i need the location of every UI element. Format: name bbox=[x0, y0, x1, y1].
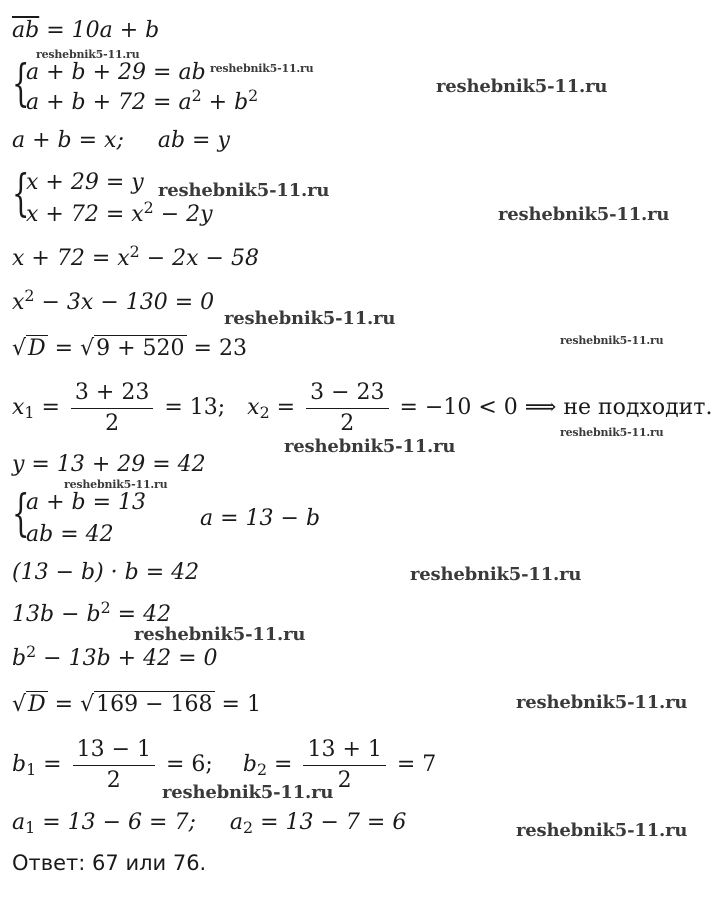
equation-line-8: (13 − b) · b = 42 bbox=[12, 560, 200, 585]
a2-symbol: a bbox=[229, 810, 243, 835]
fraction-b1 bbox=[73, 735, 155, 796]
subscript: 1 bbox=[25, 818, 36, 838]
result: = 1 bbox=[214, 692, 261, 717]
rejection-text: не подходит. bbox=[563, 395, 713, 420]
term: − 2y bbox=[153, 202, 213, 227]
exponent: 2 bbox=[100, 598, 111, 618]
watermark: reshebnik5-11.ru bbox=[224, 308, 396, 329]
watermark: reshebnik5-11.ru bbox=[210, 62, 314, 75]
exponent: 2 bbox=[143, 198, 154, 218]
x2-symbol: x bbox=[247, 395, 260, 420]
result: = 23 bbox=[186, 336, 247, 361]
equals: = bbox=[47, 692, 81, 717]
subscript: 2 bbox=[259, 403, 270, 423]
watermark: reshebnik5-11.ru bbox=[560, 334, 664, 347]
sqrt-value: √9 + 520 bbox=[80, 336, 185, 361]
fraction-x1 bbox=[71, 378, 153, 439]
watermark: reshebnik5-11.ru bbox=[410, 564, 582, 585]
system-1-row-1: a + b + 29 = ab bbox=[26, 60, 206, 85]
result: = 13 − 7 = 6 bbox=[253, 810, 407, 835]
equals: = bbox=[47, 336, 81, 361]
watermark: reshebnik5-11.ru bbox=[516, 820, 688, 841]
numerator: 3 − 23 bbox=[306, 378, 388, 409]
system-3-row-2: ab = 42 bbox=[26, 522, 114, 547]
sqrt-value: √169 − 168 bbox=[80, 692, 213, 717]
watermark: reshebnik5-11.ru bbox=[134, 624, 306, 645]
answer-line: Ответ: 67 или 76. bbox=[12, 851, 207, 875]
equals: = bbox=[36, 752, 69, 777]
denominator: 2 bbox=[337, 767, 352, 793]
system-1-row-2 bbox=[26, 86, 259, 117]
term: b bbox=[12, 646, 27, 671]
equals: = bbox=[269, 395, 303, 420]
term: x + 72 = x bbox=[12, 246, 130, 271]
watermark: reshebnik5-11.ru bbox=[560, 426, 664, 439]
expansion: = 10a + b bbox=[39, 18, 160, 43]
term: x + 72 = x bbox=[26, 202, 144, 227]
discriminant-line-1 bbox=[12, 336, 247, 362]
b1-symbol: b bbox=[12, 752, 27, 777]
denominator: 2 bbox=[106, 767, 121, 793]
x1-symbol: x bbox=[12, 395, 25, 420]
system-3-row-1: a + b = 13 bbox=[26, 490, 147, 515]
sqrt-d: √D bbox=[12, 692, 46, 717]
term: + b bbox=[201, 90, 249, 115]
term: a + b + 72 = a bbox=[26, 90, 192, 115]
subscript: 2 bbox=[243, 818, 254, 838]
result: = −10 < 0 ⟹ bbox=[392, 395, 564, 420]
watermark: reshebnik5-11.ru bbox=[516, 692, 688, 713]
two-digit-number: $\overline{ab}$ bbox=[12, 18, 40, 43]
subscript: 1 bbox=[24, 403, 35, 423]
watermark: reshebnik5-11.ru bbox=[498, 204, 670, 225]
fraction-x2 bbox=[306, 378, 388, 439]
quadratic-equation-x bbox=[12, 286, 215, 317]
sqrt-d: √D bbox=[12, 336, 46, 361]
watermark: reshebnik5-11.ru bbox=[284, 436, 456, 457]
radicand: D bbox=[28, 692, 46, 717]
term: − 2x − 58 bbox=[139, 246, 259, 271]
y-value-line: y = 13 + 29 = 42 bbox=[12, 452, 206, 477]
system-brace: { bbox=[12, 54, 30, 112]
watermark: reshebnik5-11.ru bbox=[64, 478, 168, 491]
term: = 42 bbox=[110, 602, 172, 627]
system-brace: { bbox=[12, 164, 30, 222]
result: = 6; bbox=[159, 752, 213, 777]
result: = 7 bbox=[389, 752, 437, 777]
radicand: D bbox=[28, 336, 46, 361]
system-2-row-2 bbox=[26, 198, 213, 229]
exponent: 2 bbox=[24, 286, 35, 306]
equation-digit-notation bbox=[12, 18, 159, 44]
denominator: 2 bbox=[340, 410, 355, 436]
system-2-row-1: x + 29 = y bbox=[26, 170, 144, 195]
watermark: reshebnik5-11.ru bbox=[436, 76, 608, 97]
subscript: 2 bbox=[256, 760, 268, 780]
watermark: reshebnik5-11.ru bbox=[162, 782, 334, 803]
quadratic-equation-b bbox=[12, 642, 218, 673]
radicand: 169 − 168 bbox=[96, 692, 213, 717]
numerator: 3 + 23 bbox=[71, 378, 153, 409]
a1-symbol: a bbox=[12, 810, 26, 835]
exponent: 2 bbox=[191, 86, 202, 106]
equals: = bbox=[267, 752, 300, 777]
result: = 13 − 6 = 7; bbox=[35, 810, 196, 835]
a-values-line bbox=[12, 810, 406, 837]
exponent: 2 bbox=[129, 242, 140, 262]
watermark: reshebnik5-11.ru bbox=[158, 180, 330, 201]
radicand: 9 + 520 bbox=[96, 336, 185, 361]
result: = 13; bbox=[157, 395, 226, 420]
substitution-line bbox=[12, 128, 230, 154]
numerator: 13 + 1 bbox=[303, 735, 385, 766]
exponent: 2 bbox=[26, 642, 37, 662]
equals: = bbox=[34, 395, 67, 420]
subscript: 1 bbox=[26, 760, 37, 780]
exponent: 2 bbox=[248, 86, 259, 106]
numerator: 13 − 1 bbox=[73, 735, 155, 766]
denominator: 2 bbox=[105, 410, 120, 436]
watermark: reshebnik5-11.ru bbox=[36, 48, 140, 61]
system-brace: { bbox=[12, 484, 30, 542]
discriminant-line-2 bbox=[12, 692, 261, 718]
system-3-expression: a = 13 − b bbox=[200, 506, 321, 531]
substitution-x: a + b = x; bbox=[12, 128, 124, 153]
term: − 3x − 130 = 0 bbox=[34, 290, 215, 315]
term: 13b − b bbox=[12, 602, 101, 627]
term: − 13b + 42 = 0 bbox=[36, 646, 218, 671]
equation-line-3 bbox=[12, 242, 259, 273]
substitution-y: ab = y bbox=[157, 128, 230, 153]
term: x bbox=[12, 290, 25, 315]
b2-symbol: b bbox=[242, 752, 257, 777]
